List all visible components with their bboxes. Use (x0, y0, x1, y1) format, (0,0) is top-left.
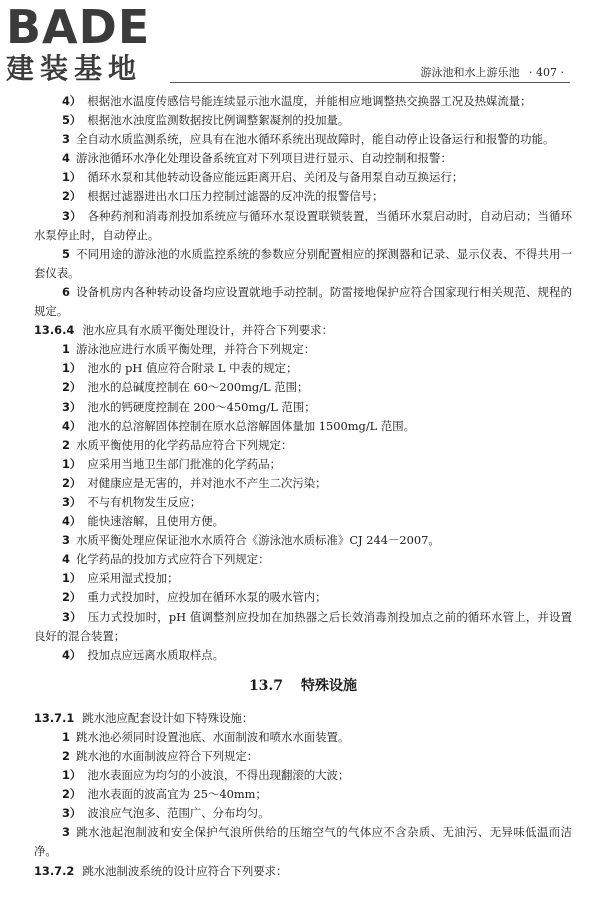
list-item (34, 187, 572, 206)
clause-number: 13.6.4 (34, 323, 75, 338)
item-number: 2 (62, 749, 70, 763)
item-number: 3） (62, 806, 82, 821)
line-text: 投加点应远离水质取样点。 (87, 647, 225, 662)
line-text: 跳水池应配套设计如下特殊设施： (82, 710, 254, 725)
line-text: 重力式投加时，应投加在循环水泵的吸水管内； (87, 590, 327, 605)
line-text: 循环水泵和其他转动设备应能远距离开启、关闭及与备用泵自动互换运行； (87, 170, 464, 185)
section-number: 13.7 (248, 677, 284, 694)
list-item (34, 747, 572, 766)
line-text: 各种药剂和消毒剂投加系统应与循环水泵设置联锁装置，当循环水泵启动时，自动启动；当循环水泵停止时，自动停止。 (34, 208, 572, 242)
list-item (34, 728, 572, 747)
item-number: 4 (62, 151, 70, 166)
line-text: 跳水池必须同时设置池底、水面制波和喷水水面装置。 (75, 729, 350, 744)
list-item (34, 436, 572, 455)
list-item (34, 608, 572, 646)
line-text: 根据过滤器进出水口压力控制过滤器的反冲洗的报警信号； (87, 189, 384, 204)
item-number: 2） (62, 380, 82, 395)
line-text: 池水表面的波高宜为 25～40mm； (87, 787, 267, 802)
item-number: 1 (62, 729, 70, 744)
line-text: 特殊设施 (301, 677, 358, 694)
item-number: 5） (62, 113, 82, 128)
line-text: 池水的总碱度控制在 60～200mg/L 范围； (87, 380, 309, 395)
item-number: 3） (62, 208, 82, 223)
list-item (34, 588, 572, 607)
list-item (34, 474, 572, 493)
line-text: 不与有机物发生反应； (87, 494, 202, 509)
item-number: 2） (62, 590, 82, 605)
item-number: 3 (62, 132, 70, 147)
list-item (34, 823, 572, 861)
clause-number: 13.7.2 (34, 863, 75, 878)
item-number: 1） (62, 768, 82, 783)
line-text: 根据池水浊度监测数据按比例调整絮凝剂的投加量。 (87, 113, 350, 128)
line-text: 游泳池应进行水质平衡处理，并符合下列规定： (75, 342, 316, 357)
line-text: 根据池水温度传感信号能连续显示池水温度，并能相应地调整热交换器工况及热媒流量； (87, 94, 532, 108)
line-text: 设备机房内各种转动设备均应设置就地手动控制。防雷接地保护应符合国家现行相关规范、规程的规定。 (34, 284, 572, 319)
line-text: 水质平衡处理应保证池水水质符合《游泳池水质标准》CJ 244－2007。 (75, 533, 440, 548)
running-head (421, 64, 564, 80)
line-text: 能快速溶解，且使用方便。 (87, 514, 225, 529)
line-text: 压力式投加时，pH 值调整剂应投加在加热器之后长效消毒剂投加点之前的循环水管上，并设置良好的混合装置； (34, 609, 572, 643)
list-item (34, 455, 572, 474)
clause-line (34, 709, 572, 728)
list-item (34, 207, 572, 245)
item-number: 1） (62, 361, 82, 376)
item-number: 1） (62, 170, 82, 185)
item-number: 3 (62, 825, 70, 840)
line-text: 全自动水质监测系统，应具有在池水循环系统出现故障时，能自动停止设备运行和报警的功能。 (75, 132, 555, 147)
line-text: 跳水池的水面制波应符合下列规定： (75, 749, 259, 763)
section-heading (34, 675, 572, 697)
line-text: 池水的总溶解固体控制在原水总溶解固体量加 1500mg/L 范围。 (87, 418, 416, 433)
list-item (34, 111, 572, 130)
list-item (34, 785, 572, 804)
list-item (34, 493, 572, 512)
clause-number: 13.7.1 (34, 710, 75, 725)
list-item (34, 569, 572, 588)
line-text: 水质平衡使用的化学药品应符合下列规定： (75, 437, 293, 452)
item-number: 4） (62, 418, 82, 433)
line-text: 池水的钙硬度控制在 200～450mg/L 范围； (87, 399, 316, 414)
page-number: · 407 · (529, 66, 564, 79)
item-number: 3） (62, 494, 82, 509)
line-text: 跳水池起泡制波和安全保护气浪所供给的压缩空气的气体应不含杂质、无油污、无异味低温而洁净。 (34, 825, 572, 859)
item-number: 3） (62, 609, 82, 624)
list-item (34, 398, 572, 417)
list-item (34, 512, 572, 531)
line-text: 池水的 pH 值应符合附录 L 中表的规定； (87, 361, 298, 376)
line-text: 跳水池制波系统的设计应符合下列要求： (82, 863, 288, 878)
running-head-title: 游泳池和水上游乐池 (420, 66, 520, 79)
item-number: 2） (62, 475, 82, 490)
item-number: 6 (62, 284, 70, 299)
list-item (34, 245, 572, 283)
clause-line (34, 862, 572, 881)
list-item (34, 804, 572, 823)
item-number: 4 (62, 552, 70, 567)
item-number: 1 (62, 342, 70, 357)
list-item (34, 359, 572, 378)
item-number: 4） (62, 94, 82, 108)
logo-subtitle: 建装基地 (6, 52, 143, 85)
item-number: 2 (62, 437, 70, 452)
item-number: 1） (62, 571, 82, 586)
page-body (34, 92, 572, 881)
logo-wordmark: BADE (6, 0, 151, 54)
list-item (34, 168, 572, 187)
list-item (34, 417, 572, 436)
item-number: 2） (62, 189, 82, 204)
list-item (34, 646, 572, 665)
list-item (34, 531, 572, 550)
list-item (34, 149, 572, 168)
item-number: 4） (62, 647, 82, 662)
line-text: 应采用湿式投加； (87, 571, 179, 586)
item-number: 2） (62, 787, 82, 802)
line-text: 游泳池循环水净化处理设备系统宜对下列项目进行显示、自动控制和报警： (75, 151, 452, 166)
line-text: 对健康应是无害的，并对池水不产生二次污染； (87, 475, 327, 490)
item-number: 4） (62, 514, 82, 529)
list-item (34, 766, 572, 785)
line-text: 化学药品的投加方式应符合下列规定： (75, 552, 270, 567)
list-item (34, 550, 572, 569)
item-number: 1） (62, 456, 82, 471)
brand-logo (6, 0, 151, 85)
header-rule (170, 82, 570, 83)
line-text: 应采用当地卫生部门批准的化学药品； (87, 456, 281, 471)
list-item (34, 283, 572, 321)
line-text: 波浪应气泡多、范围广、分布均匀。 (87, 806, 270, 821)
item-number: 3 (62, 533, 70, 548)
list-item (34, 130, 572, 149)
item-number: 3） (62, 399, 82, 414)
item-number: 5 (62, 246, 70, 261)
line-text: 池水表面应为均匀的小波浪，不得出现翻滚的大波； (87, 768, 350, 783)
line-text: 池水应具有水质平衡处理设计，并符合下列要求： (82, 323, 333, 338)
list-item (34, 378, 572, 397)
list-item (34, 340, 572, 359)
line-text: 不同用途的游泳池的水质监控系统的参数应分别配置相应的探测器和记录、显示仪表、不得共用一套仪表。 (34, 246, 572, 280)
clause-line (34, 321, 572, 340)
list-item (34, 92, 572, 111)
